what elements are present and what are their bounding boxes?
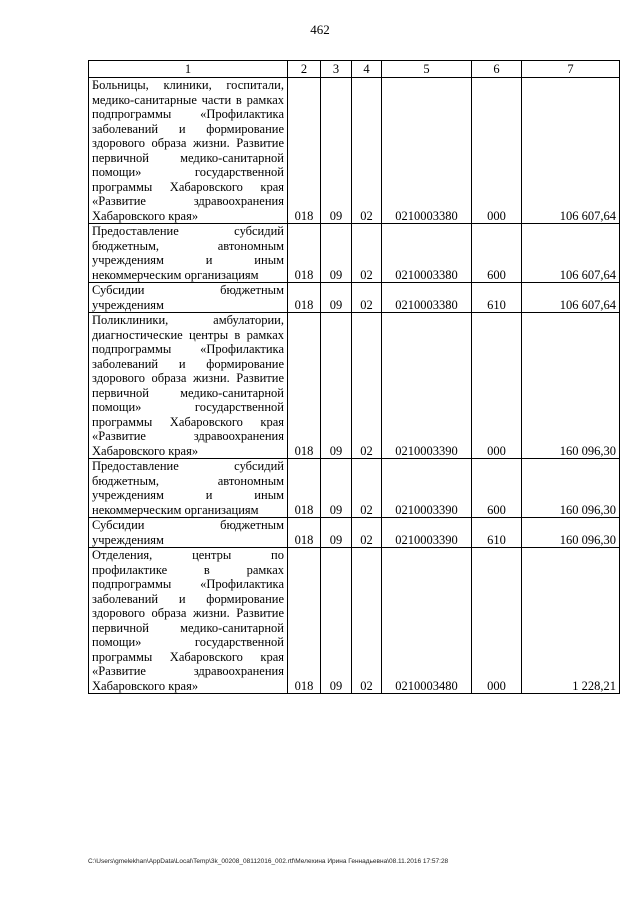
amount: 106 607,64 bbox=[522, 78, 620, 224]
subsection-code: 02 bbox=[352, 78, 382, 224]
amount: 160 096,30 bbox=[522, 459, 620, 518]
amount: 160 096,30 bbox=[522, 313, 620, 459]
ministry-code: 018 bbox=[288, 283, 321, 313]
expense-type: 000 bbox=[472, 78, 522, 224]
subsection-code: 02 bbox=[352, 313, 382, 459]
section-code: 09 bbox=[321, 459, 352, 518]
section-code: 09 bbox=[321, 78, 352, 224]
section-code: 09 bbox=[321, 518, 352, 548]
ministry-code: 018 bbox=[288, 548, 321, 694]
ministry-code: 018 bbox=[288, 518, 321, 548]
page-number: 462 bbox=[310, 22, 330, 37]
expense-type: 600 bbox=[472, 224, 522, 283]
ministry-code: 018 bbox=[288, 224, 321, 283]
amount: 160 096,30 bbox=[522, 518, 620, 548]
ministry-code: 018 bbox=[288, 313, 321, 459]
row-name: Больницы, клиники, госпитали, медико-санитарные части в рамках подпрограммы «Профилактика заболеваний и формирование здорового образа жизни. Развитие первичной медико-санитарной помощи» государственной программы Хабаровского края «Развитие здравоохранения Хабаровского края» bbox=[89, 78, 288, 224]
target-article: 0210003390 bbox=[382, 518, 472, 548]
column-header: 2 bbox=[288, 61, 321, 78]
expense-type: 000 bbox=[472, 313, 522, 459]
table-row bbox=[89, 313, 620, 459]
column-header: 3 bbox=[321, 61, 352, 78]
ministry-code: 018 bbox=[288, 78, 321, 224]
expense-type: 610 bbox=[472, 518, 522, 548]
target-article: 0210003380 bbox=[382, 224, 472, 283]
amount: 106 607,64 bbox=[522, 224, 620, 283]
section-code: 09 bbox=[321, 313, 352, 459]
header-row bbox=[89, 61, 620, 78]
subsection-code: 02 bbox=[352, 224, 382, 283]
amount: 106 607,64 bbox=[522, 283, 620, 313]
table-row bbox=[89, 518, 620, 548]
file-path-footer: C:\Users\gmelekhan\AppData\Local\Temp\3k_00208_08112016_002.rtf\Мелехина Ирина Геннадьевна\08.11.2016 17:57:28 bbox=[88, 858, 449, 865]
column-header: 7 bbox=[522, 61, 620, 78]
subsection-code: 02 bbox=[352, 518, 382, 548]
budget-table bbox=[88, 60, 620, 694]
section-code: 09 bbox=[321, 283, 352, 313]
subsection-code: 02 bbox=[352, 283, 382, 313]
table-row bbox=[89, 283, 620, 313]
subsection-code: 02 bbox=[352, 548, 382, 694]
row-name: Предоставление субсидий бюджетным, автономным учреждениям и иным некоммерческим организациям bbox=[89, 459, 288, 518]
target-article: 0210003390 bbox=[382, 459, 472, 518]
ministry-code: 018 bbox=[288, 459, 321, 518]
expense-type: 000 bbox=[472, 548, 522, 694]
row-name: Поликлиники, амбулатории, диагностические центры в рамках подпрограммы «Профилактика заболеваний и формирование здорового образа жизни. Развитие первичной медико-санитарной помощи» государственной программы Хабаровского края «Развитие здравоохранения Хабаровского края» bbox=[89, 313, 288, 459]
target-article: 0210003390 bbox=[382, 313, 472, 459]
row-name: Субсидии бюджетным учреждениям bbox=[89, 518, 288, 548]
table-row bbox=[89, 548, 620, 694]
expense-type: 600 bbox=[472, 459, 522, 518]
row-name: Субсидии бюджетным учреждениям bbox=[89, 283, 288, 313]
target-article: 0210003380 bbox=[382, 78, 472, 224]
expense-type: 610 bbox=[472, 283, 522, 313]
target-article: 0210003480 bbox=[382, 548, 472, 694]
section-code: 09 bbox=[321, 224, 352, 283]
row-name: Предоставление субсидий бюджетным, автономным учреждениям и иным некоммерческим организациям bbox=[89, 224, 288, 283]
target-article: 0210003380 bbox=[382, 283, 472, 313]
subsection-code: 02 bbox=[352, 459, 382, 518]
table-row bbox=[89, 78, 620, 224]
column-header: 5 bbox=[382, 61, 472, 78]
column-header: 6 bbox=[472, 61, 522, 78]
section-code: 09 bbox=[321, 548, 352, 694]
table-row bbox=[89, 459, 620, 518]
amount: 1 228,21 bbox=[522, 548, 620, 694]
table-row bbox=[89, 224, 620, 283]
column-header: 1 bbox=[89, 61, 288, 78]
column-header: 4 bbox=[352, 61, 382, 78]
row-name: Отделения, центры по профилактике в рамках подпрограммы «Профилактика заболеваний и формирование здорового образа жизни. Развитие первичной медико-санитарной помощи» государственной программы Хабаровского края «Развитие здравоохранения Хабаровского края» bbox=[89, 548, 288, 694]
